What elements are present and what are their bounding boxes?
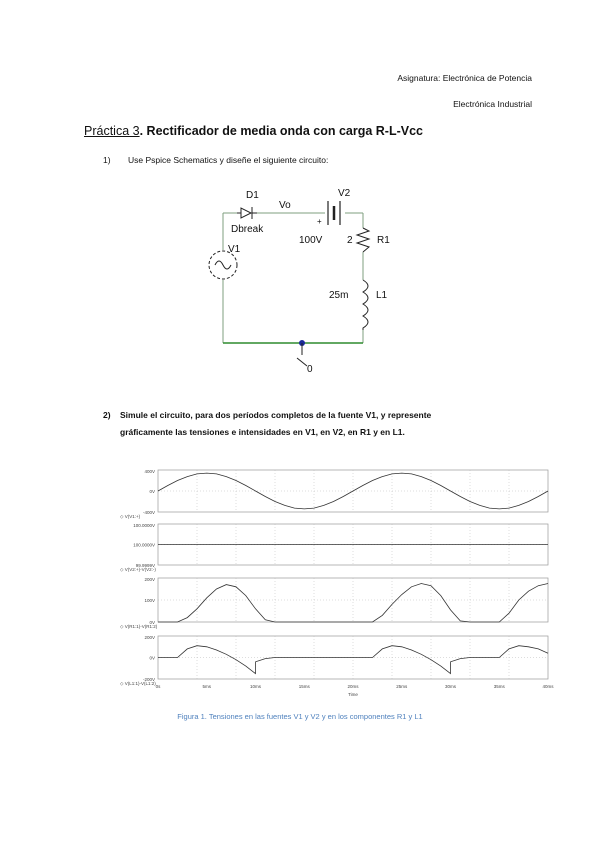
x-axis-label: Time (348, 692, 358, 697)
y-tick-label: 99.9999V (135, 563, 155, 568)
x-tick-label: 15ms (298, 684, 310, 689)
figure-caption: Figura 1. Tensiones en las fuentes V1 y V2 y en los componentes R1 y L1 (177, 712, 423, 721)
step2-number: 2) (103, 410, 111, 420)
y-tick-label: 100.0000V (133, 542, 155, 548)
label-l-value: 25m (329, 290, 349, 301)
label-v1: V1 (228, 244, 241, 255)
y-tick-label: 200V (144, 577, 155, 582)
trace-label: ◇ V(R1:1)-V(R1:2) (120, 624, 158, 629)
resistor-symbol (357, 228, 369, 252)
y-tick-label: 0V (149, 655, 155, 661)
label-dbreak: Dbreak (231, 224, 264, 235)
trace-label: ◇ V(V1:+) (120, 514, 141, 519)
x-tick-label: 10ms (249, 684, 262, 689)
x-tick-label: 35ms (493, 684, 505, 689)
inductor-symbol (363, 280, 368, 330)
y-tick-label: 0V (149, 620, 155, 625)
x-tick-label: 25ms (396, 684, 408, 689)
simulation-chart (110, 462, 555, 700)
trace-label: ◇ V(V2:+)-V(V2:-) (120, 567, 156, 572)
label-r-value: 2 (347, 235, 353, 246)
label-v2-value: 100V (299, 235, 323, 246)
x-tick-label: 40ms (542, 684, 554, 689)
practice-number: Práctica 3 (84, 124, 140, 138)
x-tick-label: 20ms (347, 684, 359, 689)
label-v2: V2 (338, 188, 351, 199)
label-r1: R1 (377, 235, 390, 246)
y-tick-label: 0V (149, 489, 155, 494)
diode-symbol (237, 207, 257, 219)
y-tick-label: -400V (142, 510, 155, 515)
y-tick-label: 200V (144, 635, 155, 640)
y-tick-label: 100V (144, 598, 155, 603)
step2-line1: Simule el circuito, para dos períodos completos de la fuente V1, y represente (120, 410, 432, 420)
x-tick-label: 0s (155, 684, 161, 689)
header-subject: Asignatura: Electrónica de Potencia (397, 73, 532, 83)
battery-symbol (328, 201, 340, 225)
y-tick-label: 400V (144, 469, 155, 474)
circuit-schematic (195, 180, 390, 380)
label-vo: Vo (279, 200, 291, 211)
title-text: . Rectificador de media onda con carga R-L-Vcc (139, 124, 423, 138)
page-title (84, 124, 423, 138)
ground-node (297, 340, 307, 366)
label-d1: D1 (246, 190, 259, 201)
label-l1: L1 (376, 290, 388, 301)
step1-number: 1) (103, 155, 111, 165)
trace-label: ◇ V(L1:1)-V(L1:2) (120, 681, 156, 686)
label-ground: 0 (307, 364, 313, 375)
x-tick-label: 30ms (444, 684, 457, 689)
step1-text: Use Pspice Schematics y diseñe el siguiente circuito: (128, 155, 329, 165)
x-tick-label: 5ms (202, 684, 212, 689)
y-tick-label: 100.0000V (133, 523, 155, 528)
step2-line2: gráficamente las tensiones e intensidades en V1, en V2, en R1 y en L1. (120, 427, 405, 437)
label-plus: + (317, 217, 322, 226)
y-tick-label: -200V (142, 677, 155, 682)
ac-source-symbol (209, 251, 237, 279)
header-degree: Electrónica Industrial (453, 99, 532, 109)
